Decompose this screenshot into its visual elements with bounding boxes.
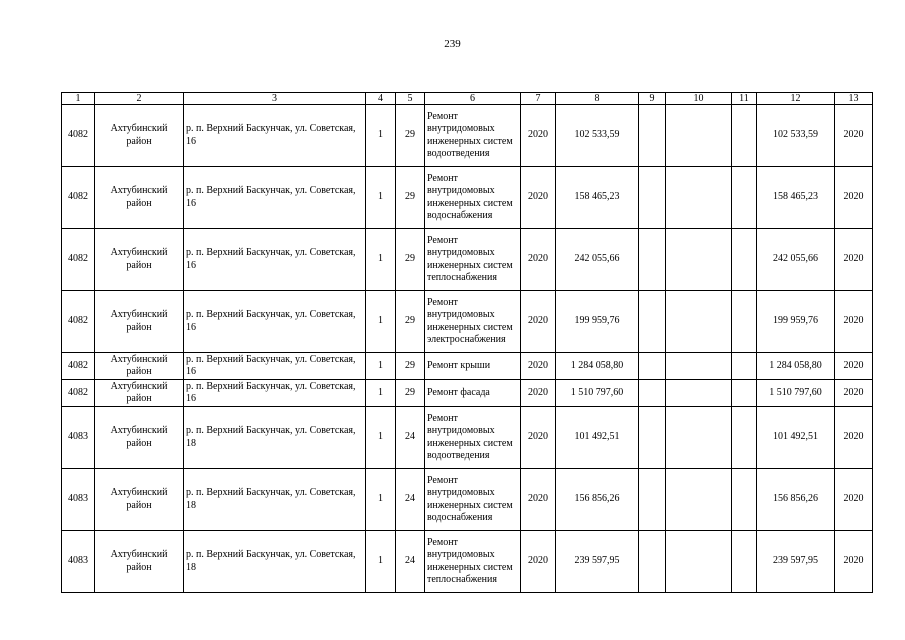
col5-cell: 29 <box>396 291 425 353</box>
house-id-cell: 4082 <box>62 167 95 229</box>
year-cell: 2020 <box>521 531 556 593</box>
col4-cell: 1 <box>366 353 396 380</box>
district-cell: Ахтубинский район <box>95 105 184 167</box>
total-cost-cell: 239 597,95 <box>757 531 835 593</box>
col10-cell <box>666 291 732 353</box>
year-cell: 2020 <box>521 380 556 407</box>
total-cost-cell: 199 959,76 <box>757 291 835 353</box>
col9-cell <box>639 380 666 407</box>
house-id-cell: 4083 <box>62 407 95 469</box>
col9-cell <box>639 229 666 291</box>
end-year-cell: 2020 <box>835 229 873 291</box>
col10-cell <box>666 531 732 593</box>
year-cell: 2020 <box>521 229 556 291</box>
cost-cell: 156 856,26 <box>556 469 639 531</box>
table-row <box>62 105 873 167</box>
col11-cell <box>732 105 757 167</box>
work-type-cell: Ремонт фасада <box>425 380 521 407</box>
district-cell: Ахтубинский район <box>95 407 184 469</box>
work-type-cell: Ремонт внутридомовых инженерных систем электроснабжения <box>425 291 521 353</box>
end-year-cell: 2020 <box>835 380 873 407</box>
cost-cell: 242 055,66 <box>556 229 639 291</box>
column-header-9: 9 <box>639 93 666 105</box>
column-header-11: 11 <box>732 93 757 105</box>
house-id-cell: 4083 <box>62 469 95 531</box>
end-year-cell: 2020 <box>835 353 873 380</box>
col9-cell <box>639 291 666 353</box>
address-cell: р. п. Верхний Баскунчак, ул. Советская, 18 <box>184 407 366 469</box>
table-row <box>62 469 873 531</box>
col5-cell: 29 <box>396 105 425 167</box>
cost-cell: 1 510 797,60 <box>556 380 639 407</box>
year-cell: 2020 <box>521 105 556 167</box>
col9-cell <box>639 105 666 167</box>
year-cell: 2020 <box>521 353 556 380</box>
col11-cell <box>732 469 757 531</box>
column-header-8: 8 <box>556 93 639 105</box>
col5-cell: 24 <box>396 469 425 531</box>
header-row <box>62 93 873 105</box>
col4-cell: 1 <box>366 531 396 593</box>
work-type-cell: Ремонт внутридомовых инженерных систем водоснабжения <box>425 469 521 531</box>
col10-cell <box>666 229 732 291</box>
col5-cell: 29 <box>396 353 425 380</box>
col11-cell <box>732 531 757 593</box>
year-cell: 2020 <box>521 407 556 469</box>
col4-cell: 1 <box>366 167 396 229</box>
table-row <box>62 353 873 380</box>
column-header-3: 3 <box>184 93 366 105</box>
work-type-cell: Ремонт внутридомовых инженерных систем теплоснабжения <box>425 531 521 593</box>
col10-cell <box>666 407 732 469</box>
work-type-cell: Ремонт внутридомовых инженерных систем водоснабжения <box>425 167 521 229</box>
col4-cell: 1 <box>366 229 396 291</box>
col11-cell <box>732 353 757 380</box>
column-header-10: 10 <box>666 93 732 105</box>
address-cell: р. п. Верхний Баскунчак, ул. Советская, 16 <box>184 229 366 291</box>
col11-cell <box>732 380 757 407</box>
column-header-1: 1 <box>62 93 95 105</box>
cost-cell: 199 959,76 <box>556 291 639 353</box>
column-header-13: 13 <box>835 93 873 105</box>
col5-cell: 24 <box>396 531 425 593</box>
end-year-cell: 2020 <box>835 531 873 593</box>
total-cost-cell: 1 510 797,60 <box>757 380 835 407</box>
col5-cell: 29 <box>396 167 425 229</box>
col4-cell: 1 <box>366 407 396 469</box>
table-row <box>62 291 873 353</box>
col9-cell <box>639 531 666 593</box>
col11-cell <box>732 407 757 469</box>
district-cell: Ахтубинский район <box>95 531 184 593</box>
total-cost-cell: 242 055,66 <box>757 229 835 291</box>
col10-cell <box>666 380 732 407</box>
address-cell: р. п. Верхний Баскунчак, ул. Советская, 18 <box>184 469 366 531</box>
district-cell: Ахтубинский район <box>95 291 184 353</box>
column-header-2: 2 <box>95 93 184 105</box>
col10-cell <box>666 353 732 380</box>
district-cell: Ахтубинский район <box>95 229 184 291</box>
column-header-5: 5 <box>396 93 425 105</box>
total-cost-cell: 101 492,51 <box>757 407 835 469</box>
total-cost-cell: 102 533,59 <box>757 105 835 167</box>
end-year-cell: 2020 <box>835 105 873 167</box>
cost-cell: 1 284 058,80 <box>556 353 639 380</box>
address-cell: р. п. Верхний Баскунчак, ул. Советская, 16 <box>184 167 366 229</box>
col4-cell: 1 <box>366 291 396 353</box>
house-id-cell: 4082 <box>62 229 95 291</box>
district-cell: Ахтубинский район <box>95 353 184 380</box>
column-header-7: 7 <box>521 93 556 105</box>
col5-cell: 29 <box>396 380 425 407</box>
col11-cell <box>732 291 757 353</box>
col9-cell <box>639 407 666 469</box>
address-cell: р. п. Верхний Баскунчак, ул. Советская, 16 <box>184 380 366 407</box>
col5-cell: 29 <box>396 229 425 291</box>
table-row <box>62 380 873 407</box>
house-id-cell: 4082 <box>62 380 95 407</box>
end-year-cell: 2020 <box>835 407 873 469</box>
end-year-cell: 2020 <box>835 291 873 353</box>
year-cell: 2020 <box>521 291 556 353</box>
table-body <box>62 105 873 593</box>
cost-cell: 158 465,23 <box>556 167 639 229</box>
col4-cell: 1 <box>366 469 396 531</box>
cost-cell: 239 597,95 <box>556 531 639 593</box>
col9-cell <box>639 167 666 229</box>
column-header-6: 6 <box>425 93 521 105</box>
district-cell: Ахтубинский район <box>95 167 184 229</box>
table-row <box>62 167 873 229</box>
total-cost-cell: 158 465,23 <box>757 167 835 229</box>
column-header-4: 4 <box>366 93 396 105</box>
work-type-cell: Ремонт крыши <box>425 353 521 380</box>
house-id-cell: 4082 <box>62 353 95 380</box>
col10-cell <box>666 469 732 531</box>
col4-cell: 1 <box>366 105 396 167</box>
work-type-cell: Ремонт внутридомовых инженерных систем водоотведения <box>425 105 521 167</box>
house-id-cell: 4082 <box>62 105 95 167</box>
col11-cell <box>732 167 757 229</box>
district-cell: Ахтубинский район <box>95 469 184 531</box>
house-id-cell: 4083 <box>62 531 95 593</box>
col5-cell: 24 <box>396 407 425 469</box>
col10-cell <box>666 105 732 167</box>
table-row <box>62 407 873 469</box>
year-cell: 2020 <box>521 167 556 229</box>
cost-cell: 102 533,59 <box>556 105 639 167</box>
address-cell: р. п. Верхний Баскунчак, ул. Советская, 18 <box>184 531 366 593</box>
house-id-cell: 4082 <box>62 291 95 353</box>
end-year-cell: 2020 <box>835 469 873 531</box>
address-cell: р. п. Верхний Баскунчак, ул. Советская, 16 <box>184 105 366 167</box>
table-header <box>62 93 873 105</box>
table-row <box>62 229 873 291</box>
district-cell: Ахтубинский район <box>95 380 184 407</box>
cost-cell: 101 492,51 <box>556 407 639 469</box>
registry-table <box>61 92 873 593</box>
address-cell: р. п. Верхний Баскунчак, ул. Советская, 16 <box>184 291 366 353</box>
end-year-cell: 2020 <box>835 167 873 229</box>
total-cost-cell: 1 284 058,80 <box>757 353 835 380</box>
work-type-cell: Ремонт внутридомовых инженерных систем теплоснабжения <box>425 229 521 291</box>
work-type-cell: Ремонт внутридомовых инженерных систем водоотведения <box>425 407 521 469</box>
col11-cell <box>732 229 757 291</box>
total-cost-cell: 156 856,26 <box>757 469 835 531</box>
table-row <box>62 531 873 593</box>
column-header-12: 12 <box>757 93 835 105</box>
col9-cell <box>639 469 666 531</box>
col10-cell <box>666 167 732 229</box>
year-cell: 2020 <box>521 469 556 531</box>
col4-cell: 1 <box>366 380 396 407</box>
page-number: 239 <box>444 38 461 50</box>
address-cell: р. п. Верхний Баскунчак, ул. Советская, 16 <box>184 353 366 380</box>
col9-cell <box>639 353 666 380</box>
